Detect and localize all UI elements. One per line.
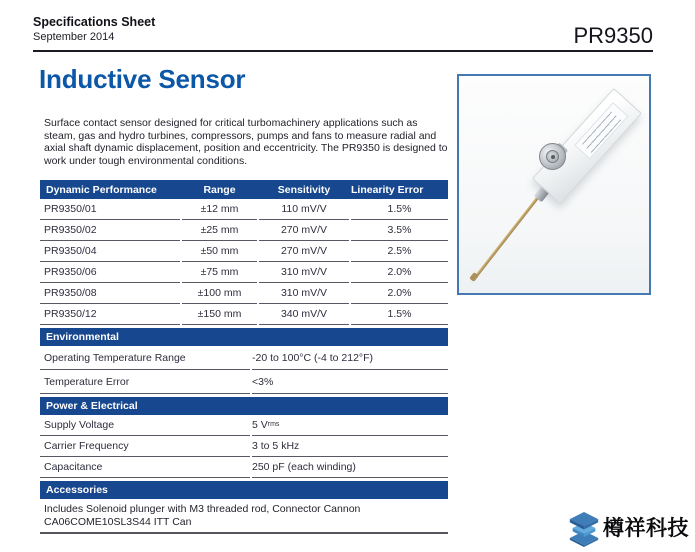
spec-label: Temperature Error	[40, 370, 250, 394]
accessories-header-bar	[40, 481, 448, 499]
sensitivity-cell: 110 mV/V	[259, 199, 349, 220]
spec-value: <3%	[252, 370, 448, 394]
table-row	[40, 199, 448, 220]
spec-label: Operating Temperature Range	[40, 346, 250, 370]
spec-label: Capacitance	[40, 457, 250, 478]
sensor-plunger-rod	[473, 195, 540, 280]
sensitivity-cell: 310 mV/V	[259, 283, 349, 304]
table-row	[40, 415, 448, 436]
table-row	[40, 370, 448, 394]
product-code: PR9350	[573, 23, 653, 48]
spec-table	[40, 180, 448, 534]
table-row	[40, 457, 448, 478]
performance-header-bar	[40, 180, 448, 199]
page-title: Inductive Sensor	[39, 64, 246, 94]
table-row	[40, 346, 448, 370]
model-cell: PR9350/12	[40, 304, 180, 325]
power-electrical-header-bar	[40, 397, 448, 415]
linearity-cell: 2.5%	[351, 241, 448, 262]
spec-label: Supply Voltage	[40, 415, 250, 436]
product-photo	[457, 74, 651, 295]
range-cell: ±50 mm	[182, 241, 257, 262]
col-header-linearity: Linearity Error	[351, 183, 424, 196]
spec-value-text: 5 V	[252, 419, 268, 431]
model-cell: PR9350/02	[40, 220, 180, 241]
range-cell: ±100 mm	[182, 283, 257, 304]
accessories-block	[40, 499, 448, 534]
spec-value: -20 to 100°C (-4 to 212°F)	[252, 346, 448, 370]
range-cell: ±75 mm	[182, 262, 257, 283]
brand-logo	[567, 511, 689, 547]
col-header-range: Range	[203, 183, 236, 196]
col-header-model: Dynamic Performance	[46, 183, 157, 196]
model-cell: PR9350/01	[40, 199, 180, 220]
spec-value: 3 to 5 kHz	[252, 436, 448, 457]
table-row	[40, 220, 448, 241]
doc-meta	[33, 15, 155, 44]
section-title: Accessories	[46, 484, 108, 496]
linearity-cell: 1.5%	[351, 304, 448, 325]
sensitivity-cell: 310 mV/V	[259, 262, 349, 283]
doc-date: September 2014	[33, 31, 115, 43]
sensor-body-label	[574, 102, 628, 159]
performance-header-row	[40, 180, 423, 199]
range-cell: ±25 mm	[182, 220, 257, 241]
linearity-cell: 3.5%	[351, 220, 448, 241]
table-row	[40, 436, 448, 457]
section-title: Environmental	[46, 331, 119, 343]
accessories-text: Includes Solenoid plunger with M3 threaded rod, Connector Cannon CA06COME10SL3S44 ITT Can	[44, 503, 361, 528]
doc-type: Specifications Sheet	[33, 15, 156, 29]
table-row	[40, 262, 448, 283]
product-description: Surface contact sensor designed for critical turbomachinery applications such as steam, gas and hydro turbines, compressors, pumps and fans to measure radial and axial shaft dynamic displacement, position and eccentricity. The PR9350 is designed to work under tough environmental conditions.	[44, 117, 448, 167]
header-divider	[33, 50, 653, 52]
spec-value: 5 V rms	[252, 415, 448, 436]
model-cell: PR9350/08	[40, 283, 180, 304]
sensitivity-cell: 340 mV/V	[259, 304, 349, 325]
sensitivity-cell: 270 mV/V	[259, 220, 349, 241]
model-cell: PR9350/04	[40, 241, 180, 262]
linearity-cell: 2.0%	[351, 283, 448, 304]
range-cell: ±150 mm	[182, 304, 257, 325]
linearity-cell: 1.5%	[351, 199, 448, 220]
sensitivity-cell: 270 mV/V	[259, 241, 349, 262]
brand-name: 樽祥科技	[603, 517, 689, 540]
m12-connector	[539, 143, 566, 170]
col-header-sensitivity: Sensitivity	[277, 183, 331, 196]
table-row	[40, 283, 448, 304]
table-row	[40, 304, 448, 325]
model-cell: PR9350/06	[40, 262, 180, 283]
spec-label: Carrier Frequency	[40, 436, 250, 457]
range-cell: ±12 mm	[182, 199, 257, 220]
spec-value: 250 pF (each winding)	[252, 457, 448, 478]
environmental-header-bar	[40, 328, 448, 346]
layers-stack-icon	[567, 511, 601, 547]
linearity-cell: 2.0%	[351, 262, 448, 283]
table-row	[40, 241, 448, 262]
section-title: Power & Electrical	[46, 400, 138, 412]
